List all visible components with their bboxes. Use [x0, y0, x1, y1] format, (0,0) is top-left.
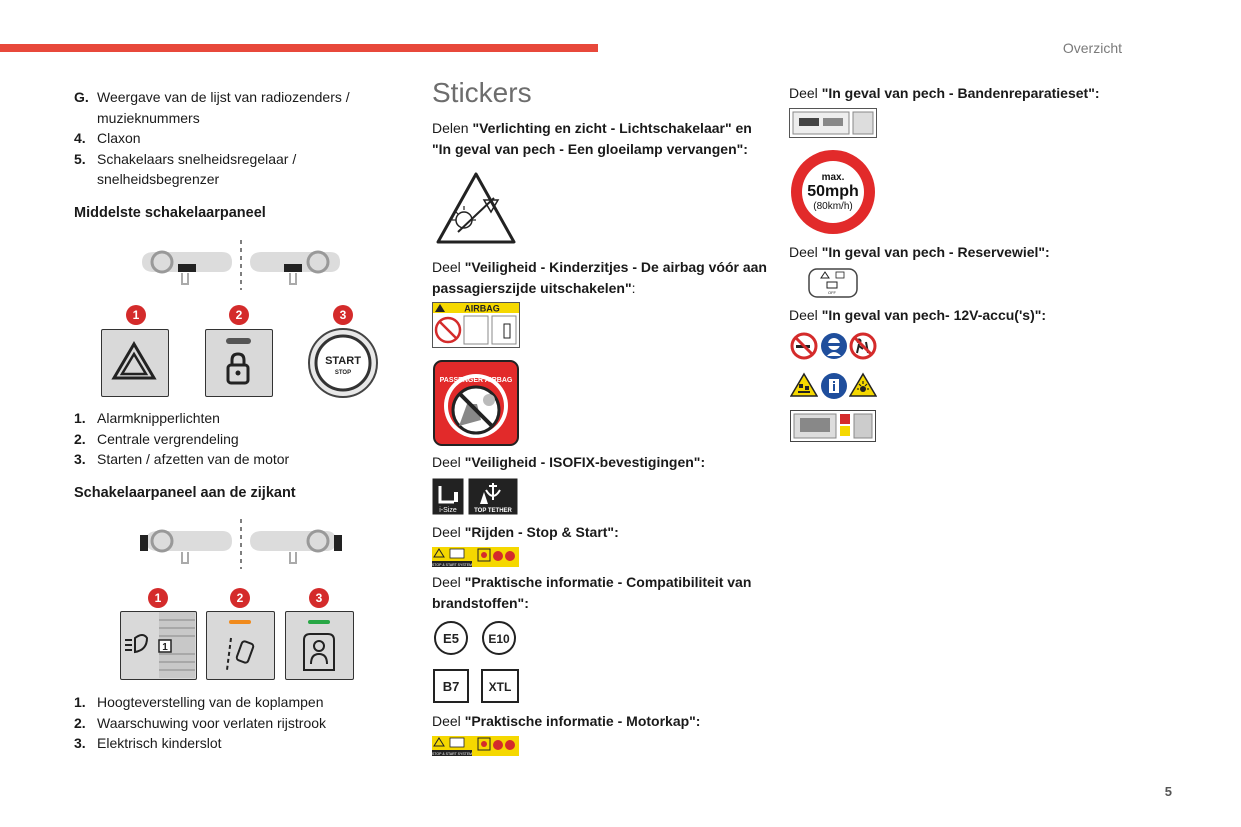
tyre-repair-label [789, 108, 877, 138]
callout-badge-2: 2 [229, 305, 249, 325]
padlock-icon [206, 330, 271, 395]
middle-panel-heading: Middelste schakelaarpaneel [74, 205, 266, 221]
child-lock-switch [285, 611, 354, 680]
lane-departure-switch [206, 611, 275, 680]
isize-icon [432, 478, 464, 515]
stop-label: STOP [334, 370, 352, 376]
speed-sign-mph: 50mph [807, 183, 859, 200]
sticker-ref-fuel: Deel "Praktische informatie - Compatibiliteit van brandstoffen": [432, 574, 752, 611]
no-smoking-icon [790, 332, 818, 360]
fuel-e5-icon [432, 620, 470, 656]
fuel-b7-icon [432, 668, 470, 704]
control-list-top [74, 87, 394, 190]
svg-text:B7: B7 [442, 679, 460, 694]
stickers-title: Stickers [432, 77, 532, 108]
sticker-ref-bonnet: Deel "Praktische informatie - Motorkap": [432, 713, 701, 729]
callout-badge-1: 1 [126, 305, 146, 325]
list-item: 4. Claxon [74, 130, 141, 146]
explosive-warning-icon [849, 372, 877, 398]
top-tether-icon [468, 478, 518, 515]
spare-wheel-label [808, 268, 858, 298]
side-panel-list [74, 692, 394, 754]
sticker-ref-battery: Deel "In geval van pech- 12V-accu('s)": [789, 307, 1047, 323]
read-manual-icon [820, 372, 848, 400]
list-item: 3. Elektrisch kinderslot [74, 735, 222, 751]
middle-panel-list [74, 408, 394, 470]
keep-children-away-icon [849, 332, 877, 360]
svg-text:STOP & START SYSTEM: STOP & START SYSTEM [432, 752, 473, 756]
airbag-warning-label [432, 302, 520, 348]
sticker-ref-stop-start: Deel "Rijden - Stop & Start": [432, 524, 619, 540]
callout-badge-1: 1 [148, 588, 168, 608]
fuel-xtl-icon [480, 668, 520, 704]
callout-badge-3: 3 [309, 588, 329, 608]
hazard-warning-icon [102, 330, 167, 395]
section-title: Overzicht [1062, 40, 1122, 56]
list-item: 1. Alarmknipperlichten [74, 410, 220, 426]
central-lock-switch [205, 329, 273, 397]
sticker-ref-spare-wheel: Deel "In geval van pech - Reservewiel": [789, 244, 1050, 260]
stop-start-label [432, 547, 519, 567]
top-tether-label: TOP TETHER [474, 508, 512, 514]
speed-sign-kmh: (80km/h) [813, 201, 853, 212]
svg-text:XTL: XTL [488, 680, 512, 694]
speed-sign-max: max. [821, 172, 845, 183]
sticker-ref-tyre-repair: Deel "In geval van pech - Bandenreparatieset": [789, 85, 1100, 101]
list-item: 2. Waarschuwing voor verlaten rijstrook [74, 714, 327, 731]
speed-limit-sign [789, 148, 879, 238]
lane-departure-icon [207, 612, 273, 678]
eye-protection-icon [820, 332, 848, 360]
page-number: 5 [1164, 784, 1172, 799]
headlamp-leveling-icon [121, 612, 195, 678]
start-stop-button [307, 327, 379, 399]
airbag-label: AIRBAG [464, 303, 500, 314]
child-lock-icon [286, 612, 352, 678]
list-item: 2. Centrale vergrendeling [74, 430, 239, 447]
sticker-ref-airbag: Deel "Veiligheid - Kinderzitjes - De airbag vóór aan passagierszijde uitschakelen": [432, 259, 767, 296]
fuel-e10-icon [479, 620, 519, 656]
corrosive-warning-icon [790, 372, 818, 398]
header-accent-bar [0, 44, 598, 52]
stop-start-system-label: STOP & START SYSTEM [432, 563, 473, 567]
bulb-warning-icon [434, 170, 518, 246]
isize-label: i-Size [439, 507, 457, 514]
passenger-airbag-sticker [433, 360, 519, 446]
side-panel-heading: Schakelaarpaneel aan de zijkant [74, 485, 296, 501]
passenger-airbag-label: PASSENGER AIRBAG [439, 377, 513, 384]
headlamp-adjust-switch [120, 611, 197, 680]
bonnet-label [432, 736, 519, 756]
battery-label [790, 410, 876, 442]
callout-badge-2: 2 [230, 588, 250, 608]
start-label: START [325, 355, 361, 367]
list-item: 3. Starten / afzetten van de motor [74, 451, 290, 467]
list-item: 1. Hoogteverstelling van de koplampen [74, 694, 324, 710]
callout-badge-3: 3 [333, 305, 353, 325]
hazard-switch [101, 329, 169, 397]
svg-text:1: 1 [162, 642, 168, 653]
list-item: 5. Schakelaars snelheidsregelaar / snelheidsbegrenzer [74, 150, 297, 187]
sticker-ref-isofix: Deel "Veiligheid - ISOFIX-bevestigingen": [432, 454, 706, 470]
list-item: G. Weergave van de lijst van radiozenders / muzieknummers [74, 89, 350, 126]
dashboard-locator-diagram [138, 240, 344, 290]
svg-text:E10: E10 [488, 632, 510, 646]
sticker-ref-lighting: Delen "Verlichting en zicht - Lichtschakelaar" en "In geval van pech - Een gloeilamp vervangen": [432, 120, 752, 157]
svg-text:E5: E5 [443, 631, 459, 646]
side-locator-diagram [138, 519, 344, 569]
off-label: OFF [828, 290, 836, 295]
